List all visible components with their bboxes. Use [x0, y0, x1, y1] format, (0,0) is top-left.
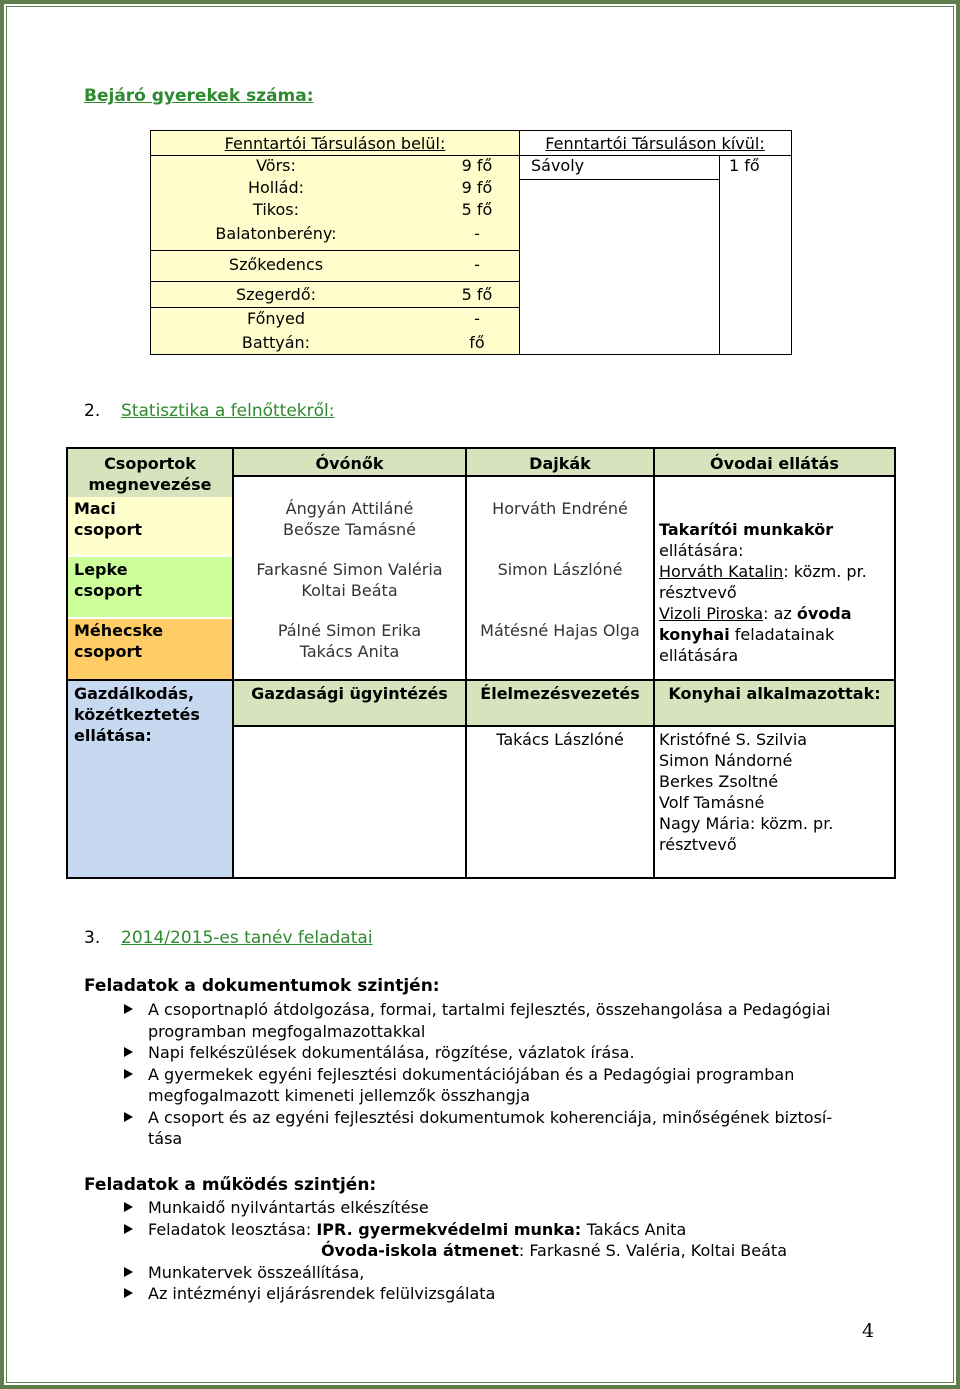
person2-role-bold2: konyhai	[659, 625, 730, 644]
commuter-table	[150, 130, 792, 355]
bullet-icon	[124, 1004, 133, 1014]
teacher: Ángyán Attiláné	[285, 499, 414, 518]
item-text: A csoport és az egyéni fejlesztési dokumentumok koherenciája, minőségének biztosí-	[148, 1107, 833, 1127]
row-count: 5 fő	[461, 200, 493, 219]
list-item	[84, 1262, 904, 1284]
outside-count: 1 fő	[729, 156, 760, 175]
list-item	[84, 1219, 904, 1262]
section2-heading	[84, 401, 335, 421]
row-place: Főnyed	[246, 309, 306, 328]
assistant: Mátésné Hajas Olga	[480, 621, 640, 640]
item-text: programban megfogalmazottakkal	[148, 1021, 426, 1041]
person2-role-d: feladatainak	[729, 625, 835, 644]
staff-table	[66, 447, 896, 879]
teacher: Farkasné Simon Valéria	[256, 560, 443, 579]
management-col2-value: Takács Lászlóné	[496, 730, 624, 749]
section3-heading	[84, 928, 373, 948]
list-item	[84, 999, 904, 1042]
list-item	[84, 1283, 904, 1305]
row-count: -	[474, 224, 480, 243]
bullet-icon	[124, 1069, 133, 1079]
services-heading: Takarítói munkakör	[659, 520, 834, 539]
teacher: Beősze Tamásné	[283, 520, 416, 539]
header-services: Óvodai ellátás	[710, 454, 839, 473]
bullet-icon	[124, 1202, 133, 1212]
bullet-icon	[124, 1224, 133, 1234]
row-place: Battyán:	[241, 333, 311, 352]
services-person1	[659, 561, 891, 582]
item-text: megfogalmazott kimeneti jellemzők összhangja	[148, 1086, 531, 1105]
list-item	[84, 1042, 904, 1064]
bullet-icon	[124, 1288, 133, 1298]
row-count: -	[474, 309, 480, 328]
section3-number: 3.	[84, 928, 101, 948]
bullet-icon	[124, 1112, 133, 1122]
section3-title: 2014/2015-es tanév feladatai	[121, 928, 373, 948]
row-place: Szegerdő:	[235, 285, 317, 304]
person2-role: : az	[763, 604, 797, 623]
assistant: Simon Lászlóné	[497, 560, 623, 579]
header-teachers: Óvónők	[315, 454, 384, 473]
person2-role-bold: óvoda	[796, 604, 852, 623]
outside-place: Sávoly	[531, 156, 585, 175]
item-text: Napi felkészülések dokumentálása, rögzítése, vázlatok írása.	[148, 1043, 635, 1062]
teacher: Pálné Simon Erika	[277, 621, 422, 640]
management-col2: Élelmezésvezetés	[480, 684, 640, 703]
assistant: Horváth Endréné	[492, 499, 628, 518]
group-name-mehecske: Méhecske csoport	[74, 621, 164, 661]
services-heading-2: ellátására:	[659, 541, 744, 560]
group-name-maci: Maci csoport	[74, 499, 142, 539]
kitchen-staff: Simon Nándorné	[659, 751, 793, 770]
outside-header: Fenntartói Társuláson kívül:	[545, 134, 765, 153]
row-place: Szőkedencs	[228, 255, 324, 274]
kitchen-staff: Nagy Mária: közm. pr.	[659, 814, 834, 833]
item-text: Feladatok leosztása:	[148, 1219, 317, 1239]
docs-list	[84, 999, 904, 1150]
row-count: fő	[469, 333, 485, 352]
bullet-icon	[124, 1267, 133, 1277]
section1-title: Bejáró gyerekek száma:	[84, 86, 314, 106]
kitchen-staff-list	[659, 729, 891, 855]
person1-name: Horváth Katalin	[659, 562, 784, 581]
header-assistants: Dajkák	[529, 454, 591, 473]
services-block	[659, 519, 891, 666]
row-place: Vörs:	[256, 156, 296, 175]
docs-heading: Feladatok a dokumentumok szintjén:	[84, 976, 440, 996]
row-count: 9 fő	[461, 178, 493, 197]
row-count: 5 fő	[461, 285, 493, 304]
item-text: Munkatervek összeállítása,	[148, 1262, 365, 1282]
management-label: Gazdálkodás, közétkeztetés ellátása:	[74, 684, 200, 745]
ops-heading: Feladatok a működés szintjén:	[84, 1175, 377, 1195]
item-text: : Farkasné S. Valéria, Koltai Beáta	[518, 1241, 787, 1260]
list-item	[84, 1064, 904, 1107]
teacher: Takács Anita	[299, 642, 400, 661]
list-item	[84, 1107, 904, 1150]
person1-role2: résztvevő	[659, 583, 737, 602]
item-text: Takács Anita	[586, 1219, 687, 1239]
services-person2	[659, 603, 891, 624]
teacher: Koltai Beáta	[301, 581, 398, 600]
item-text: A gyermekek egyéni fejlesztési dokumentációjában és a Pedagógiai programban	[148, 1064, 795, 1084]
person2-name: Vizoli Piroska	[659, 604, 764, 623]
header-groups: Csoportok megnevezése	[88, 454, 212, 494]
person2-line2	[659, 624, 891, 645]
person2-role-e: ellátására	[659, 646, 739, 665]
item-text: Az intézményi eljárásrendek felülvizsgálata	[148, 1284, 496, 1303]
kitchen-staff: Kristófné S. Szilvia	[659, 730, 808, 749]
inside-header: Fenntartói Társuláson belül:	[224, 134, 446, 153]
row-count: 9 fő	[461, 156, 493, 175]
row-place: Hollád:	[247, 178, 305, 197]
kitchen-staff: résztvevő	[659, 835, 737, 854]
kitchen-staff: Volf Tamásné	[659, 793, 765, 812]
row-place: Balatonberény:	[215, 224, 337, 243]
section2-title: Statisztika a felnőttekről:	[121, 401, 335, 421]
bullet-icon	[124, 1047, 133, 1057]
item-text-bold: Óvoda-iskola átmenet	[321, 1241, 519, 1260]
kitchen-staff: Berkes Zsoltné	[659, 772, 779, 791]
management-col3: Konyhai alkalmazottak:	[668, 684, 881, 703]
ops-list	[84, 1197, 904, 1305]
page-number: 4	[862, 1320, 875, 1342]
row-place: Tikos:	[253, 200, 299, 219]
management-col1: Gazdasági ügyintézés	[251, 684, 448, 703]
item-text: Munkaidő nyilvántartás elkészítése	[148, 1198, 429, 1217]
section2-number: 2.	[84, 401, 101, 421]
group-name-lepke: Lepke csoport	[74, 560, 142, 600]
item-text-bold: IPR. gyermekvédelmi munka:	[316, 1219, 587, 1239]
item-text: tása	[148, 1129, 183, 1148]
row-count: -	[474, 255, 480, 274]
person1-role: : közm. pr.	[783, 562, 867, 581]
list-item	[84, 1197, 904, 1219]
item-text: A csoportnapló átdolgozása, formai, tartalmi fejlesztés, összehangolása a Pedagógiai	[148, 1000, 831, 1019]
